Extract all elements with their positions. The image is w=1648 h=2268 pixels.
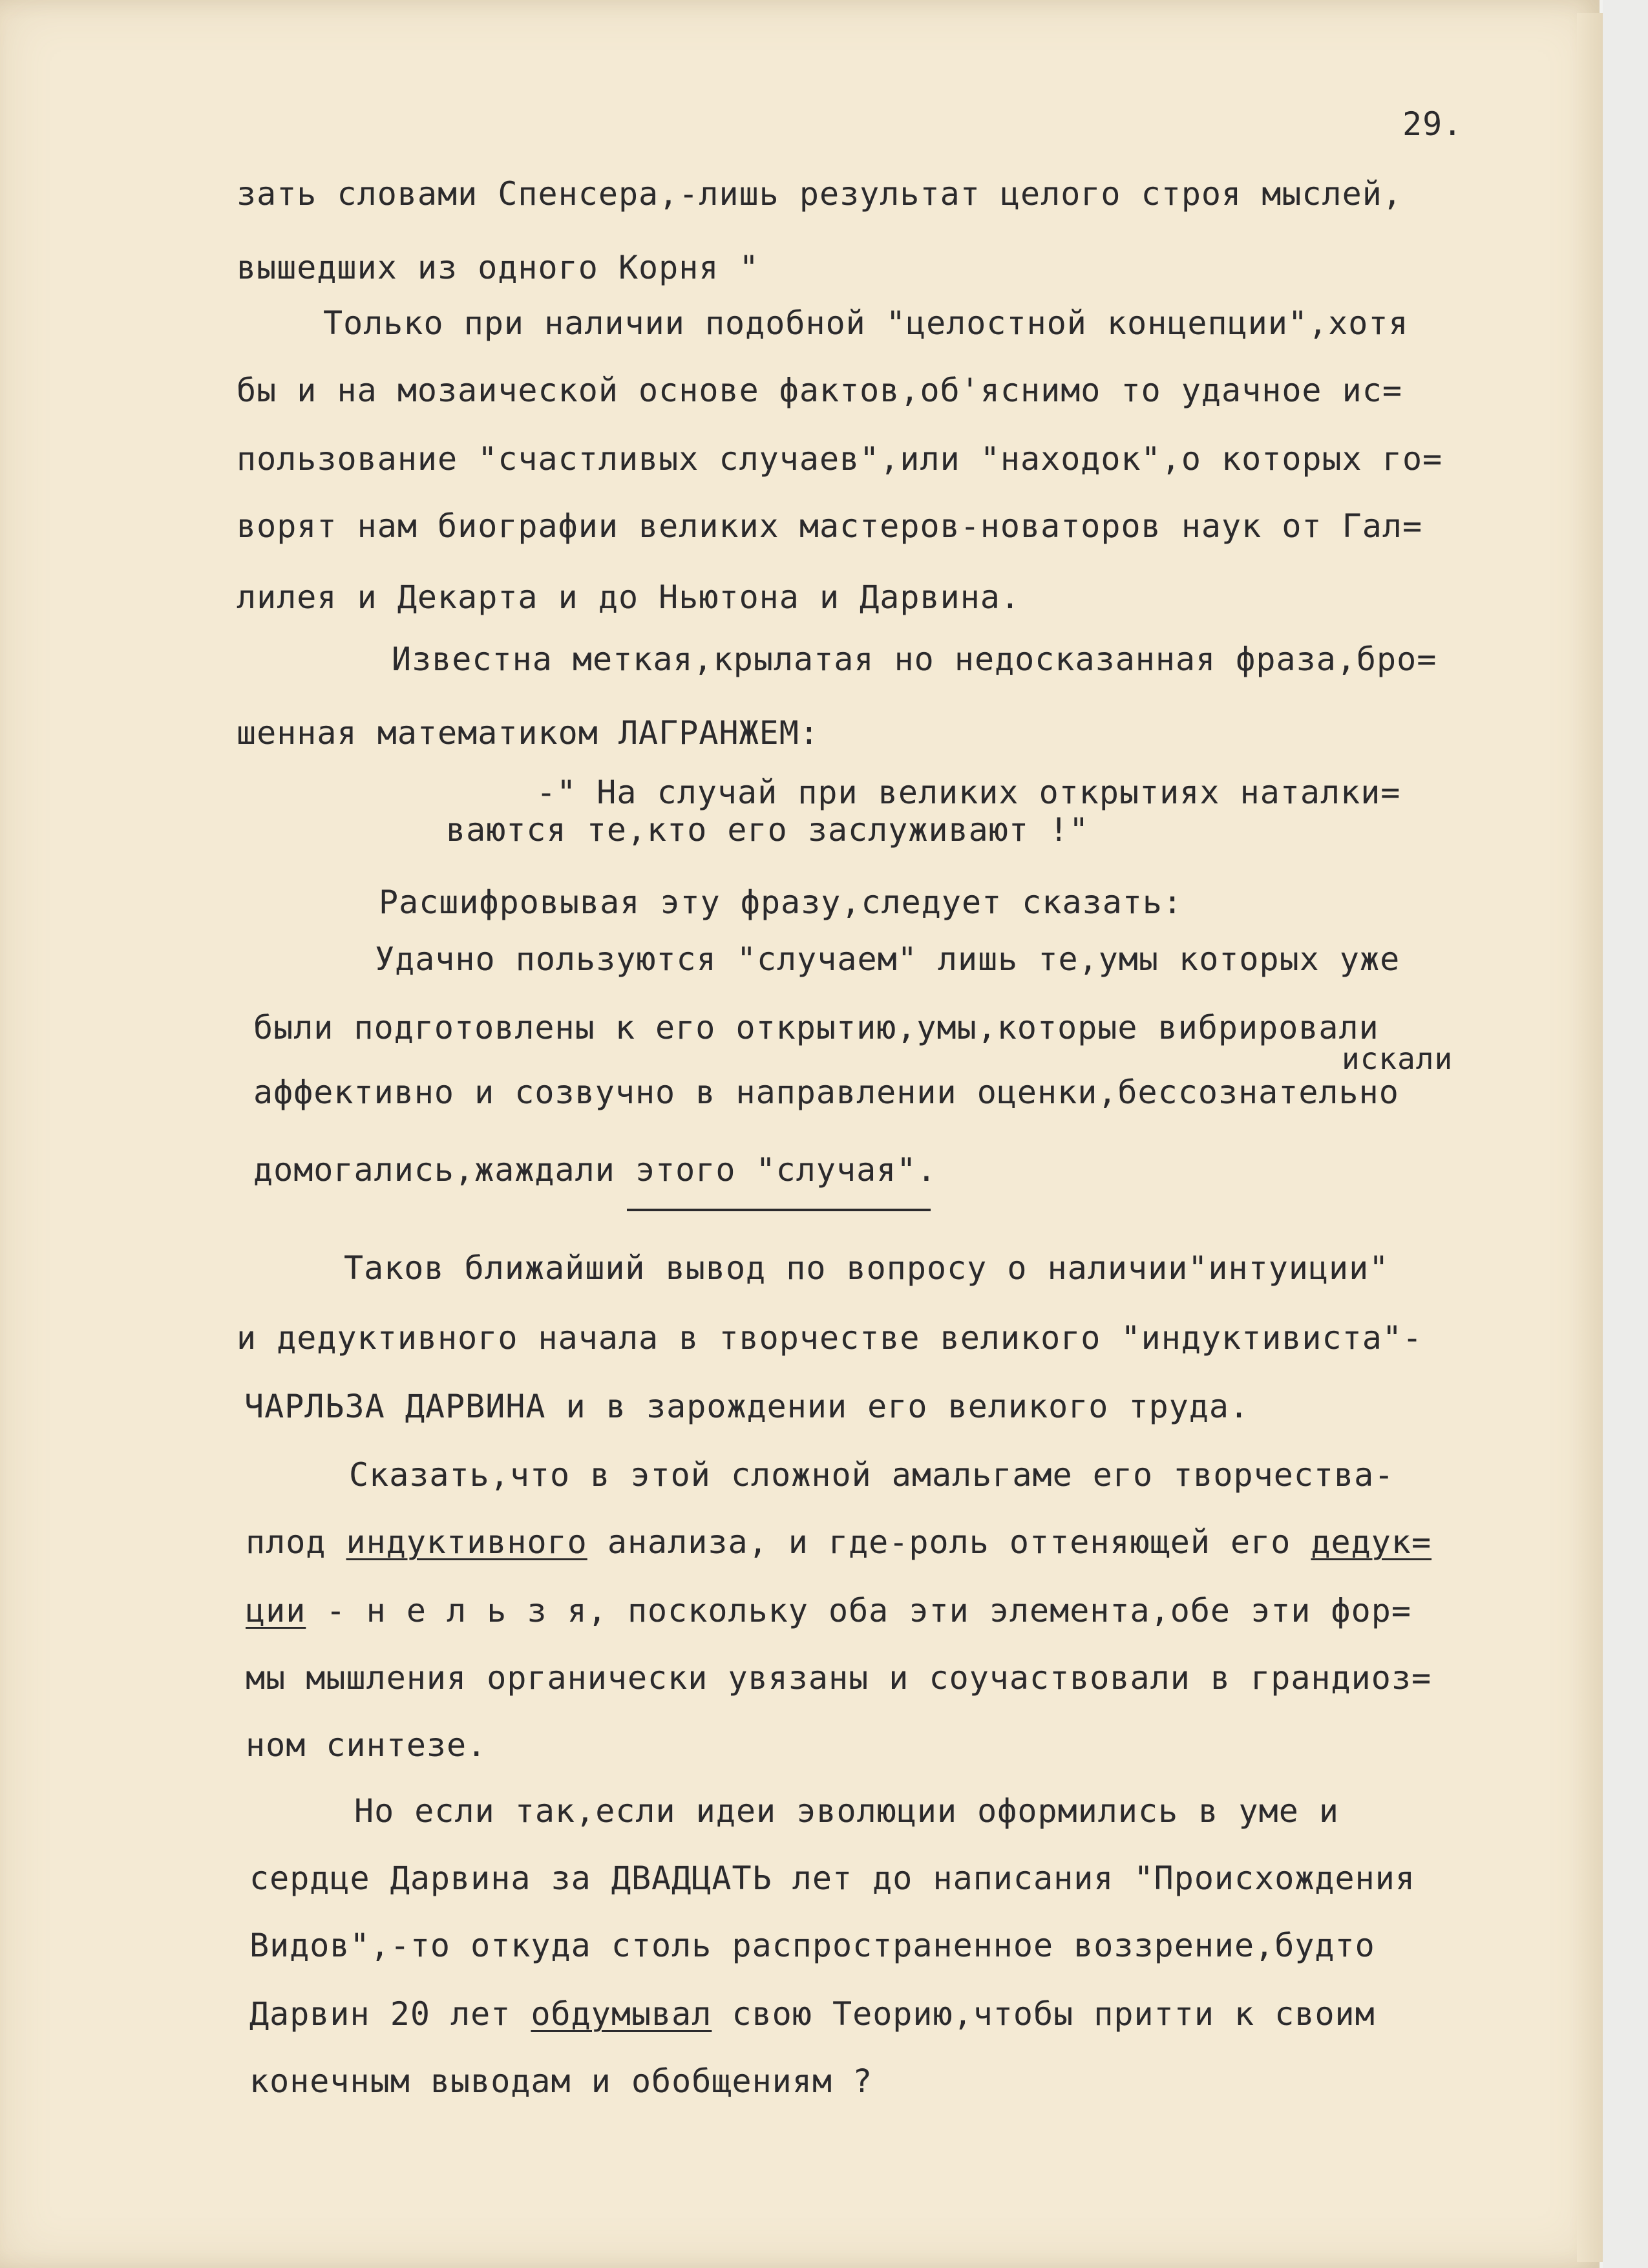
- section-separator: [627, 1209, 931, 1211]
- text-line: ворят нам биографии великих мастеров-новаторов наук от Гал=: [237, 507, 1423, 545]
- text-line: [249, 1995, 1375, 2033]
- paragraph-first-line: Сказать,что в этой сложной амальгаме его творчества-: [349, 1456, 1395, 1494]
- text-line: ЧАРЛЬЗА ДАРВИНА и в зарождении его великого труда.: [244, 1388, 1250, 1425]
- page-edge: [1577, 13, 1603, 2262]
- underlined-word: дедук=: [1311, 1523, 1432, 1561]
- text-segment: - н е л ь з я, поскольку оба эти элемента,обе эти фор=: [306, 1592, 1411, 1629]
- text-line: и дедуктивного начала в творчестве великого "индуктивиста"-: [237, 1319, 1423, 1357]
- text-line: лилея и Декарта и до Ньютона и Дарвина.: [237, 578, 1020, 616]
- quote-line: ваются те,кто его заслуживают !": [446, 811, 1090, 849]
- text-segment: свою Теорию,чтобы притти к своим: [712, 1995, 1375, 2033]
- text-line: сердце Дарвина за ДВАДЦАТЬ лет до написания "Происхождения: [249, 1860, 1415, 1897]
- text-line: [246, 1591, 1411, 1630]
- text-line: зать словами Спенсера,-лишь результат целого строя мыслей,: [237, 175, 1402, 213]
- text-line: [246, 1523, 1431, 1562]
- text-segment: плод: [246, 1523, 346, 1561]
- paragraph-first-line: Таков ближайший вывод по вопросу о наличии"интуиции": [344, 1249, 1389, 1287]
- text-line: конечным выводам и обобщениям ?: [249, 2062, 873, 2100]
- text-line: Видов",-то откуда столь распространенное воззрение,будто: [249, 1927, 1375, 1964]
- text-line: домогались,жаждали этого "случая".: [253, 1151, 937, 1189]
- text-line: шенная математиком ЛАГРАНЖЕМ:: [237, 714, 819, 752]
- text-line: мы мышления органически увязаны и соучаствовали в грандиоз=: [246, 1659, 1432, 1697]
- text-segment: анализа, и где-роль оттеняющей его: [587, 1523, 1311, 1561]
- text-line: ном синтезе.: [246, 1726, 487, 1764]
- text-line: аффективно и созвучно в направлении оценки,бессознательно: [253, 1074, 1399, 1111]
- underlined-word: ции: [246, 1592, 306, 1629]
- underlined-word: обдумывал: [531, 1995, 712, 2033]
- paragraph-first-line: Удачно пользуются "случаем" лишь те,умы которых уже: [375, 940, 1400, 978]
- interlinear-insertion: искали: [1342, 1041, 1453, 1076]
- text-line: пользование "счастливых случаев",или "находок",о которых го=: [237, 440, 1443, 478]
- quote-line: -" На случай при великих открытиях наталки=: [536, 774, 1401, 811]
- paragraph-first-line: Известна меткая,крылатая но недосказанная фраза,бро=: [392, 641, 1437, 678]
- paragraph-first-line: Только при наличии подобной "целостной концепции",хотя: [323, 304, 1409, 342]
- paragraph-first-line: Но если так,если идеи эволюции оформились в уме и: [354, 1792, 1340, 1830]
- scan-background: [1603, 0, 1648, 2268]
- text-line: вышедших из одного Корня ": [237, 249, 759, 286]
- paragraph-first-line: Расшифровывая эту фразу,следует сказать:: [379, 884, 1183, 921]
- text-segment: Дарвин 20 лет: [249, 1995, 531, 2033]
- text-line: бы и на мозаической основе фактов,об'яснимо то удачное ис=: [237, 372, 1402, 409]
- page-number: 29.: [1402, 105, 1463, 143]
- underlined-word: индуктивного: [346, 1523, 587, 1561]
- text-line: были подготовлены к его открытию,умы,которые вибрировали: [253, 1009, 1379, 1046]
